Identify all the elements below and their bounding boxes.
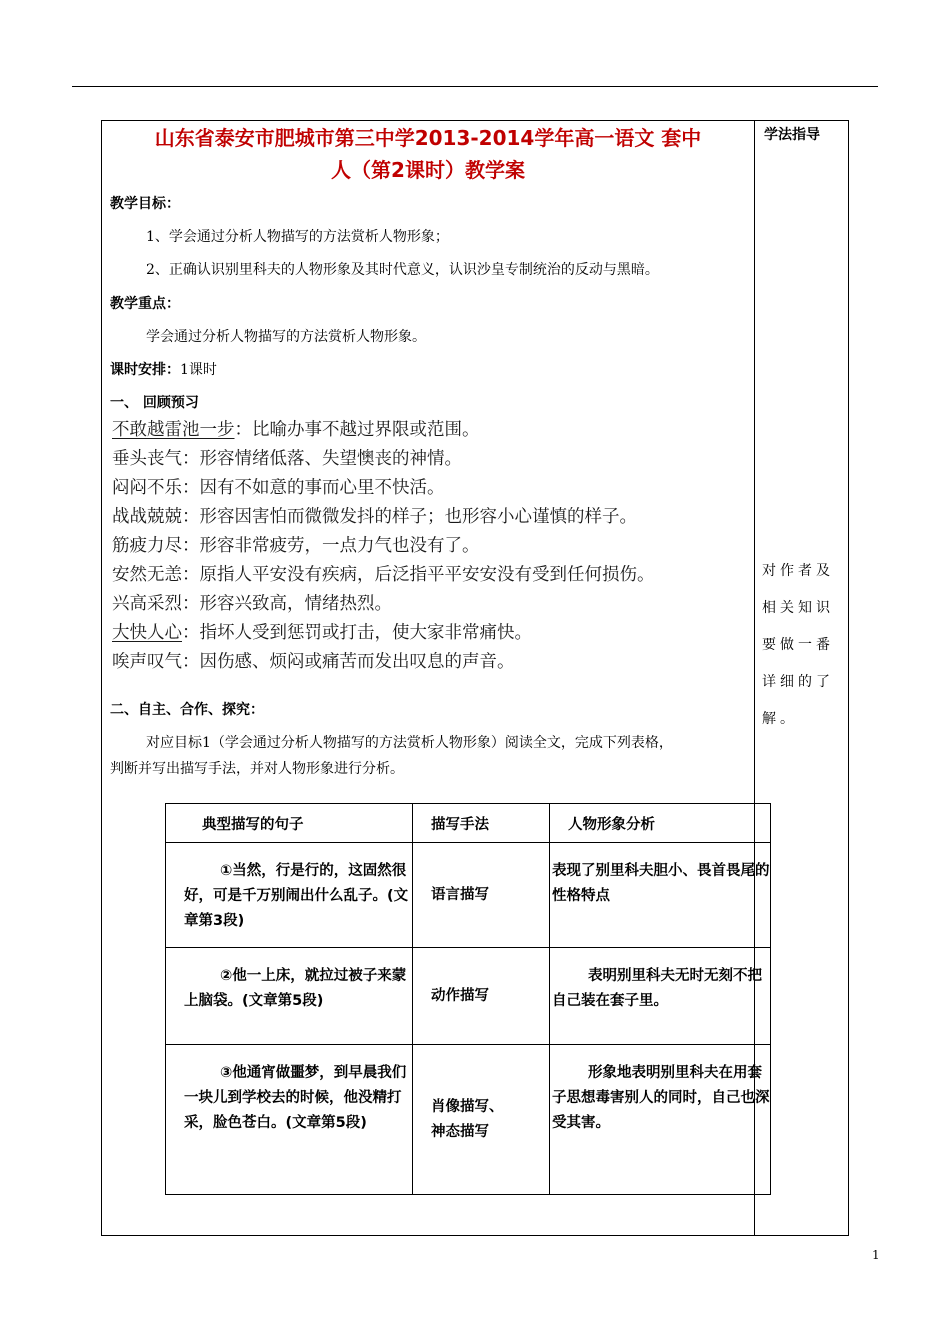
row-analysis: 表现了别里科夫胆小、畏首畏尾的性格特点 [552, 863, 770, 904]
keypoint-heading: 教学重点： [110, 296, 180, 312]
explore-heading: 二、自主、合作、探究： [110, 702, 264, 718]
vocab-item [112, 532, 480, 557]
vocab-item [112, 416, 480, 441]
schedule-line [110, 359, 217, 379]
vocab-item [112, 561, 655, 586]
review-heading: 一、 回顾预习 [110, 395, 199, 411]
study-guide-note: 对作者及相关知识要做一番详细的了解。 [762, 563, 834, 727]
vocab-term: 安然无恙 [112, 565, 182, 585]
vocab-term: 筋疲力尽 [112, 536, 182, 556]
vocab-term: 闷闷不乐 [112, 478, 182, 498]
table-cell [413, 1045, 550, 1195]
vocab-item [112, 648, 515, 673]
explore-intro-line2: 判断并写出描写手法，并对人物形象进行分析。 [110, 761, 404, 777]
table-cell [413, 843, 550, 948]
page-title-line1: 山东省泰安市肥城市第三中学2013-2014学年高一语文 套中 [154, 126, 702, 150]
vocab-item [112, 590, 392, 615]
vocab-item [112, 474, 445, 499]
table-row [166, 1045, 771, 1195]
table-header-cell [413, 804, 550, 843]
table-row [166, 843, 771, 948]
vocab-definition: ：形容情绪低落、失望懊丧的神情。 [182, 449, 462, 469]
objective-item-2: 2、正确认识别里科夫的人物形象及其时代意义，认识沙皇专制统治的反动与黑暗。 [146, 262, 659, 278]
header-sentence: 典型描写的句子 [202, 816, 304, 833]
analysis-table [165, 803, 771, 1195]
table-cell [166, 843, 413, 948]
row-sentence: ③他通宵做噩梦，到早晨我们一块儿到学校去的时候，他没精打采，脸色苍白。(文章第5段) [184, 1065, 407, 1131]
vocab-definition: ：形容兴致高，情绪热烈。 [182, 594, 392, 614]
objectives-heading: 教学目标： [110, 196, 180, 212]
vocab-definition: ：比喻办事不越过界限或范围。 [234, 420, 480, 440]
header-rule [72, 86, 878, 87]
row-method: 肖像描写、神态描写 [431, 1098, 504, 1140]
vocab-term: 垂头丧气 [112, 449, 182, 469]
table-cell [166, 1045, 413, 1195]
vocab-definition: ：指坏人受到惩罚或打击，使大家非常痛快。 [182, 623, 532, 643]
table-cell [550, 843, 771, 948]
vocab-definition: ：形容非常疲劳，一点力气也没有了。 [182, 536, 480, 556]
schedule-label: 课时安排： [110, 362, 180, 378]
table-cell [413, 948, 550, 1045]
row-method: 语言描写 [431, 886, 489, 903]
vocab-term: 大快人心 [112, 623, 182, 643]
vocab-item [112, 445, 462, 470]
vocab-definition: ：形容因害怕而微微发抖的样子；也形容小心谨慎的样子。 [182, 507, 637, 527]
table-header-row [166, 804, 771, 843]
keypoint-text: 学会通过分析人物描写的方法赏析人物形象。 [146, 329, 426, 345]
row-sentence: ②他一上床，就拉过被子来蒙上脑袋。(文章第5段) [184, 968, 407, 1009]
table-cell [550, 1045, 771, 1195]
schedule-value: 1课时 [180, 362, 217, 378]
vocab-term: 不敢越雷池一步 [112, 420, 235, 440]
table-header-cell [166, 804, 413, 843]
vocab-definition: ：因伤感、烦闷或痛苦而发出叹息的声音。 [182, 652, 515, 672]
table-row [166, 948, 771, 1045]
study-guide-header: 学法指导 [764, 127, 820, 143]
page-title-line2: 人（第2课时）教学案 [331, 158, 525, 182]
vocab-term: 战战兢兢 [112, 507, 182, 527]
table-header-cell [550, 804, 771, 843]
vocab-definition: ：因有不如意的事而心里不快活。 [182, 478, 445, 498]
vocab-item [112, 619, 532, 644]
header-analysis: 人物形象分析 [568, 816, 655, 833]
objective-item-1: 1、学会通过分析人物描写的方法赏析人物形象； [146, 229, 449, 245]
header-method: 描写手法 [431, 816, 489, 833]
row-method: 动作描写 [431, 987, 489, 1004]
page-number: 1 [872, 1248, 880, 1262]
table-cell [166, 948, 413, 1045]
table-cell [550, 948, 771, 1045]
vocab-term: 兴高采烈 [112, 594, 182, 614]
row-analysis: 形象地表明别里科夫在用套子思想毒害别人的同时，自己也深受其害。 [552, 1065, 770, 1131]
vocab-definition: ：原指人平安没有疾病，后泛指平平安安没有受到任何损伤。 [182, 565, 655, 585]
row-sentence: ①当然，行是行的，这固然很好，可是千万别闹出什么乱子。(文章第3段) [184, 863, 409, 929]
row-analysis: 表明别里科夫无时无刻不把自己装在套子里。 [552, 968, 762, 1009]
vocab-item [112, 503, 637, 528]
vocab-term: 唉声叹气 [112, 652, 182, 672]
explore-intro-line1: 对应目标1（学会通过分析人物描写的方法赏析人物形象）阅读全文，完成下列表格， [146, 735, 673, 751]
